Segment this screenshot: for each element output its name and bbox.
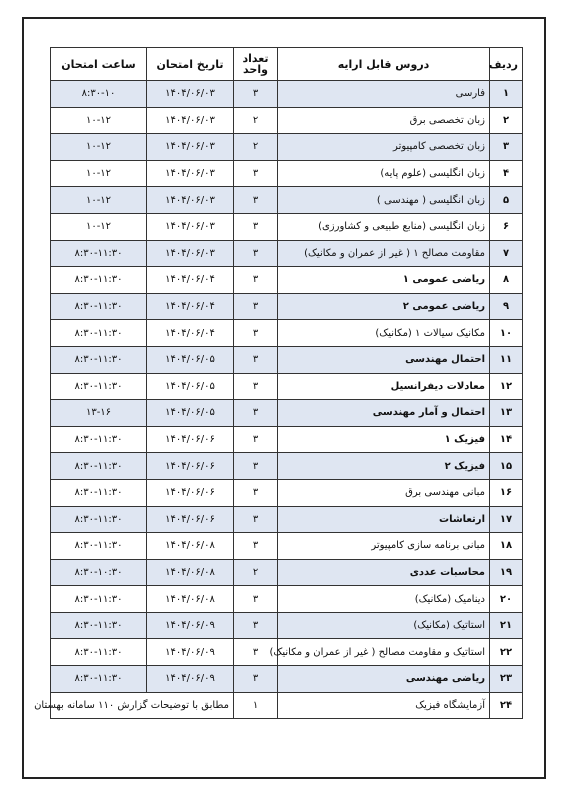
header-time: ساعت امتحان — [51, 48, 147, 81]
course-name-cell: زبان انگلیسی (منابع طبیعی و کشاورزی) — [278, 213, 490, 240]
row-number-cell: ۳ — [490, 134, 523, 161]
exam-date-cell: ۱۴۰۴/۰۶/۰۹ — [147, 639, 234, 666]
course-name-cell: محاسبات عددی — [278, 559, 490, 586]
header-row-number: ردیف — [490, 48, 523, 81]
course-name-cell: فیزیک ۱ — [278, 426, 490, 453]
units-cell: ۳ — [234, 346, 278, 373]
table-row — [51, 346, 523, 373]
exam-time-cell: ۸:۳۰-۱۰:۳۰ — [51, 559, 147, 586]
table-row — [51, 533, 523, 560]
table-row — [51, 267, 523, 294]
exam-time-cell: ۱۰-۱۲ — [51, 107, 147, 134]
exam-date-cell: ۱۴۰۴/۰۶/۰۶ — [147, 479, 234, 506]
exam-date-cell: ۱۴۰۴/۰۶/۰۳ — [147, 81, 234, 108]
exam-date-cell: ۱۴۰۴/۰۶/۰۴ — [147, 320, 234, 347]
exam-time-cell: ۱۰-۱۲ — [51, 134, 147, 161]
row-number-cell: ۱۷ — [490, 506, 523, 533]
exam-date-cell: ۱۴۰۴/۰۶/۰۴ — [147, 293, 234, 320]
header-date: تاریخ امتحان — [147, 48, 234, 81]
units-cell: ۳ — [234, 373, 278, 400]
exam-time-cell: ۸:۳۰-۱۱:۳۰ — [51, 320, 147, 347]
course-name-cell: ریاضی عمومی ۱ — [278, 267, 490, 294]
exam-time-cell: ۸:۳۰-۱۱:۳۰ — [51, 373, 147, 400]
units-cell: ۳ — [234, 187, 278, 214]
units-cell: ۳ — [234, 612, 278, 639]
exam-time-cell: ۸:۳۰-۱۱:۳۰ — [51, 639, 147, 666]
row-number-cell: ۱۱ — [490, 346, 523, 373]
row-number-cell: ۱۴ — [490, 426, 523, 453]
exam-date-cell: ۱۴۰۴/۰۶/۰۹ — [147, 612, 234, 639]
units-cell: ۳ — [234, 586, 278, 613]
course-name-cell: مکانیک سیالات ۱ (مکانیک) — [278, 320, 490, 347]
table-row — [51, 187, 523, 214]
table-row — [51, 586, 523, 613]
exam-date-cell: ۱۴۰۴/۰۶/۰۶ — [147, 426, 234, 453]
table-row — [51, 81, 523, 108]
exam-time-cell: ۱۰-۱۲ — [51, 187, 147, 214]
row-number-cell: ۲۲ — [490, 639, 523, 666]
table-row — [51, 479, 523, 506]
table-row — [51, 373, 523, 400]
units-cell: ۲ — [234, 559, 278, 586]
table-row — [51, 320, 523, 347]
table-row — [51, 506, 523, 533]
row-number-cell: ۹ — [490, 293, 523, 320]
row-number-cell: ۷ — [490, 240, 523, 267]
table-row — [51, 453, 523, 480]
table-row — [51, 240, 523, 267]
exam-time-cell: ۸:۳۰-۱۱:۳۰ — [51, 453, 147, 480]
units-cell: ۳ — [234, 213, 278, 240]
course-name-cell: مبانی برنامه سازی کامپیوتر — [278, 533, 490, 560]
units-cell: ۳ — [234, 666, 278, 693]
table-row — [51, 134, 523, 161]
exam-date-cell: ۱۴۰۴/۰۶/۰۳ — [147, 213, 234, 240]
table-body — [34, 81, 523, 719]
exam-schedule-table — [34, 47, 523, 719]
row-number-cell: ۱۹ — [490, 559, 523, 586]
course-name-cell: احتمال مهندسی — [278, 346, 490, 373]
units-cell: ۳ — [234, 533, 278, 560]
table-row — [51, 666, 523, 693]
course-name-cell: زبان تخصصی برق — [278, 107, 490, 134]
exam-time-cell: ۸:۳۰-۱۱:۳۰ — [51, 267, 147, 294]
course-name-cell: زبان تخصصی کامپیوتر — [278, 134, 490, 161]
exam-time-cell: ۱۰-۱۲ — [51, 213, 147, 240]
course-name-cell: ارتعاشات — [278, 506, 490, 533]
table-row — [51, 213, 523, 240]
units-cell: ۳ — [234, 160, 278, 187]
exam-time-cell: ۸:۳۰-۱۱:۳۰ — [51, 586, 147, 613]
exam-date-cell: ۱۴۰۴/۰۶/۰۹ — [147, 666, 234, 693]
units-cell: ۳ — [234, 81, 278, 108]
exam-date-cell: ۱۴۰۴/۰۶/۰۶ — [147, 506, 234, 533]
exam-date-cell: ۱۴۰۴/۰۶/۰۶ — [147, 453, 234, 480]
exam-time-cell: ۸:۳۰-۱۱:۳۰ — [51, 293, 147, 320]
exam-time-cell: ۸:۳۰-۱۱:۳۰ — [51, 479, 147, 506]
row-number-cell: ۱۳ — [490, 400, 523, 427]
row-number-cell: ۲۳ — [490, 666, 523, 693]
exam-time-cell: ۸:۳۰-۱۱:۳۰ — [51, 426, 147, 453]
table-row — [51, 160, 523, 187]
exam-date-cell: ۱۴۰۴/۰۶/۰۴ — [147, 267, 234, 294]
row-number-cell: ۶ — [490, 213, 523, 240]
exam-time-cell: ۸:۳۰-۱۱:۳۰ — [51, 612, 147, 639]
course-name-cell: استاتیک و مقاومت مصالح ( غیر از عمران و مکانیک) — [278, 639, 490, 666]
course-name-cell: دینامیک (مکانیک) — [278, 586, 490, 613]
course-name-cell: معادلات دیفرانسیل — [278, 373, 490, 400]
course-name-cell: استاتیک (مکانیک) — [278, 612, 490, 639]
course-name-cell: فارسی — [278, 81, 490, 108]
row-number-cell: ۴ — [490, 160, 523, 187]
course-name-cell: احتمال و آمار مهندسی — [278, 400, 490, 427]
course-name-cell: ریاضی عمومی ۲ — [278, 293, 490, 320]
row-number-cell: ۲۱ — [490, 612, 523, 639]
table-row — [51, 639, 523, 666]
exam-date-cell: ۱۴۰۴/۰۶/۰۸ — [147, 533, 234, 560]
table-row — [51, 426, 523, 453]
units-cell: ۳ — [234, 506, 278, 533]
course-name-cell: مبانی مهندسی برق — [278, 479, 490, 506]
course-name-cell: ریاضی مهندسی — [278, 666, 490, 693]
table-row — [51, 559, 523, 586]
table-row — [51, 692, 523, 719]
exam-date-cell: ۱۴۰۴/۰۶/۰۵ — [147, 400, 234, 427]
exam-date-cell: ۱۴۰۴/۰۶/۰۸ — [147, 559, 234, 586]
units-cell: ۳ — [234, 426, 278, 453]
units-cell: ۳ — [234, 293, 278, 320]
row-number-cell: ۱۸ — [490, 533, 523, 560]
exam-time-cell: ۱۳-۱۶ — [51, 400, 147, 427]
exam-date-cell: ۱۴۰۴/۰۶/۰۳ — [147, 240, 234, 267]
exam-date-cell: ۱۴۰۴/۰۶/۰۵ — [147, 346, 234, 373]
exam-time-cell: ۱۰-۱۲ — [51, 160, 147, 187]
row-number-cell: ۱۵ — [490, 453, 523, 480]
exam-time-cell: ۸:۳۰-۱۰ — [51, 81, 147, 108]
exam-time-cell: ۸:۳۰-۱۱:۳۰ — [51, 506, 147, 533]
row-number-cell: ۲۰ — [490, 586, 523, 613]
exam-date-cell: ۱۴۰۴/۰۶/۰۳ — [147, 107, 234, 134]
exam-date-cell: ۱۴۰۴/۰۶/۰۵ — [147, 373, 234, 400]
exam-date-cell: ۱۴۰۴/۰۶/۰۳ — [147, 134, 234, 161]
header-units: تعداد واحد — [234, 48, 278, 81]
row-number-cell: ۱۲ — [490, 373, 523, 400]
row-number-cell: ۸ — [490, 267, 523, 294]
exam-date-cell: ۱۴۰۴/۰۶/۰۳ — [147, 160, 234, 187]
row-number-cell: ۲ — [490, 107, 523, 134]
course-name-cell: مقاومت مصالح ۱ ( غیر از عمران و مکانیک) — [278, 240, 490, 267]
exam-time-cell: ۸:۳۰-۱۱:۳۰ — [51, 666, 147, 693]
units-cell: ۱ — [234, 692, 278, 719]
exam-time-cell: ۸:۳۰-۱۱:۳۰ — [51, 240, 147, 267]
table-row — [51, 107, 523, 134]
row-number-cell: ۱۶ — [490, 479, 523, 506]
row-number-cell: ۵ — [490, 187, 523, 214]
table-row — [51, 293, 523, 320]
units-cell: ۲ — [234, 134, 278, 161]
note-cell: مطابق با توضیحات گزارش ۱۱۰ سامانه بهستان — [51, 692, 234, 719]
row-number-cell: ۱ — [490, 81, 523, 108]
units-cell: ۳ — [234, 267, 278, 294]
units-cell: ۳ — [234, 453, 278, 480]
units-cell: ۲ — [234, 107, 278, 134]
units-cell: ۳ — [234, 400, 278, 427]
row-number-cell: ۱۰ — [490, 320, 523, 347]
units-cell: ۳ — [234, 479, 278, 506]
units-cell: ۳ — [234, 320, 278, 347]
exam-time-cell: ۸:۳۰-۱۱:۳۰ — [51, 346, 147, 373]
units-cell: ۳ — [234, 639, 278, 666]
course-name-cell: زبان انگلیسی ( مهندسی ) — [278, 187, 490, 214]
course-name-cell: آزمایشگاه فیزیک — [278, 692, 490, 719]
course-name-cell: زبان انگلیسی (علوم پایه) — [278, 160, 490, 187]
exam-time-cell: ۸:۳۰-۱۱:۳۰ — [51, 533, 147, 560]
exam-date-cell: ۱۴۰۴/۰۶/۰۳ — [147, 187, 234, 214]
row-number-cell: ۲۴ — [490, 692, 523, 719]
table-row — [51, 400, 523, 427]
course-name-cell: فیزیک ۲ — [278, 453, 490, 480]
table-row — [51, 612, 523, 639]
table-header-row — [51, 48, 523, 81]
header-course: دروس قابل ارایه — [278, 48, 490, 81]
units-cell: ۳ — [234, 240, 278, 267]
exam-date-cell: ۱۴۰۴/۰۶/۰۸ — [147, 586, 234, 613]
